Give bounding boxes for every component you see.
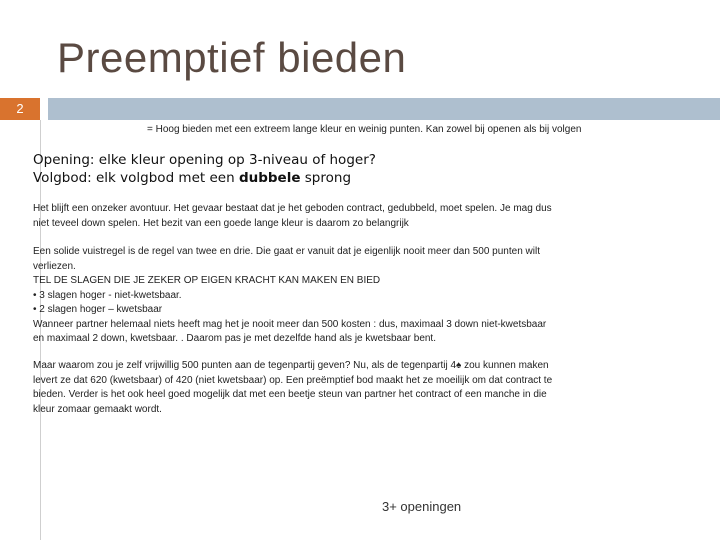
para-line: kleur zomaar gemaakt wordt. xyxy=(33,403,162,415)
slide-number-badge: 2 xyxy=(0,98,40,120)
para-line: Het blijft een onzeker avontuur. Het gevaar bestaat dat je het geboden contract, gedubbeld, moet spelen. Je mag dus xyxy=(33,203,552,214)
paragraph-why xyxy=(33,359,623,417)
heading-volgbod-prefix: Volgbod: elk volgbod met een xyxy=(33,170,239,186)
heading-volgbod-suffix: sprong xyxy=(300,170,352,186)
heading-line-volgbod xyxy=(33,169,376,187)
para-line: Een solide vuistregel is de regel van twee en drie. Die gaat er vanuit dat je eigenlijk nooit meer dan 500 punten wilt xyxy=(33,246,540,257)
para-line: bieden. Verder is het ook heel goed mogelijk dat met een beetje steun van partner het contract of een manche in die xyxy=(33,389,547,400)
para-line: • 3 slagen hoger - niet-kwetsbaar. xyxy=(33,289,182,301)
para-line: TEL DE SLAGEN DIE JE ZEKER OP EIGEN KRACHT KAN MAKEN EN BIED xyxy=(33,275,381,286)
slide-title: Preemptief bieden xyxy=(57,34,407,81)
para-line: Maar waarom zou je zelf vrijwillig 500 punten aan de tegenpartij geven? Nu, als de tegenpartij 4♠ zou kunnen maken xyxy=(33,360,549,371)
para-line: en maximaal 2 down, kwetsbaar. . Daarom pas je met dezelfde hand als je kwetsbaar bent. xyxy=(33,333,436,344)
slide-subtitle: = Hoog bieden met een extreem lange kleur en weinig punten. Kan zowel bij openen als bij volgen xyxy=(147,124,582,135)
para-line: verliezen. xyxy=(33,260,76,272)
para-line: niet teveel down spelen. Het bezit van een goede lange kleur is daarom zo belangrijk xyxy=(33,217,409,229)
para-line: Wanneer partner helemaal niets heeft mag het je nooit meer dan 500 kosten : dus, maximaal 3 down niet-kwetsbaar xyxy=(33,318,547,330)
para-line: • 2 slagen hoger – kwetsbaar xyxy=(33,304,163,315)
header-accent-bar xyxy=(48,98,720,120)
para-line: levert ze dat 620 (kwetsbaar) of 420 (niet kwetsbaar) op. Een preëmptief bod maakt het ze moeilijk om dat contract te xyxy=(33,374,553,386)
footer-link-openingen[interactable]: 3+ openingen xyxy=(382,499,462,514)
paragraph-rule-two-three xyxy=(33,245,623,347)
paragraph-risk xyxy=(33,202,623,231)
heading-volgbod-bold: dubbele xyxy=(238,170,301,186)
heading-line-opening: Opening: elke kleur opening op 3-niveau of hoger? xyxy=(33,152,376,168)
rules-heading xyxy=(33,151,376,187)
